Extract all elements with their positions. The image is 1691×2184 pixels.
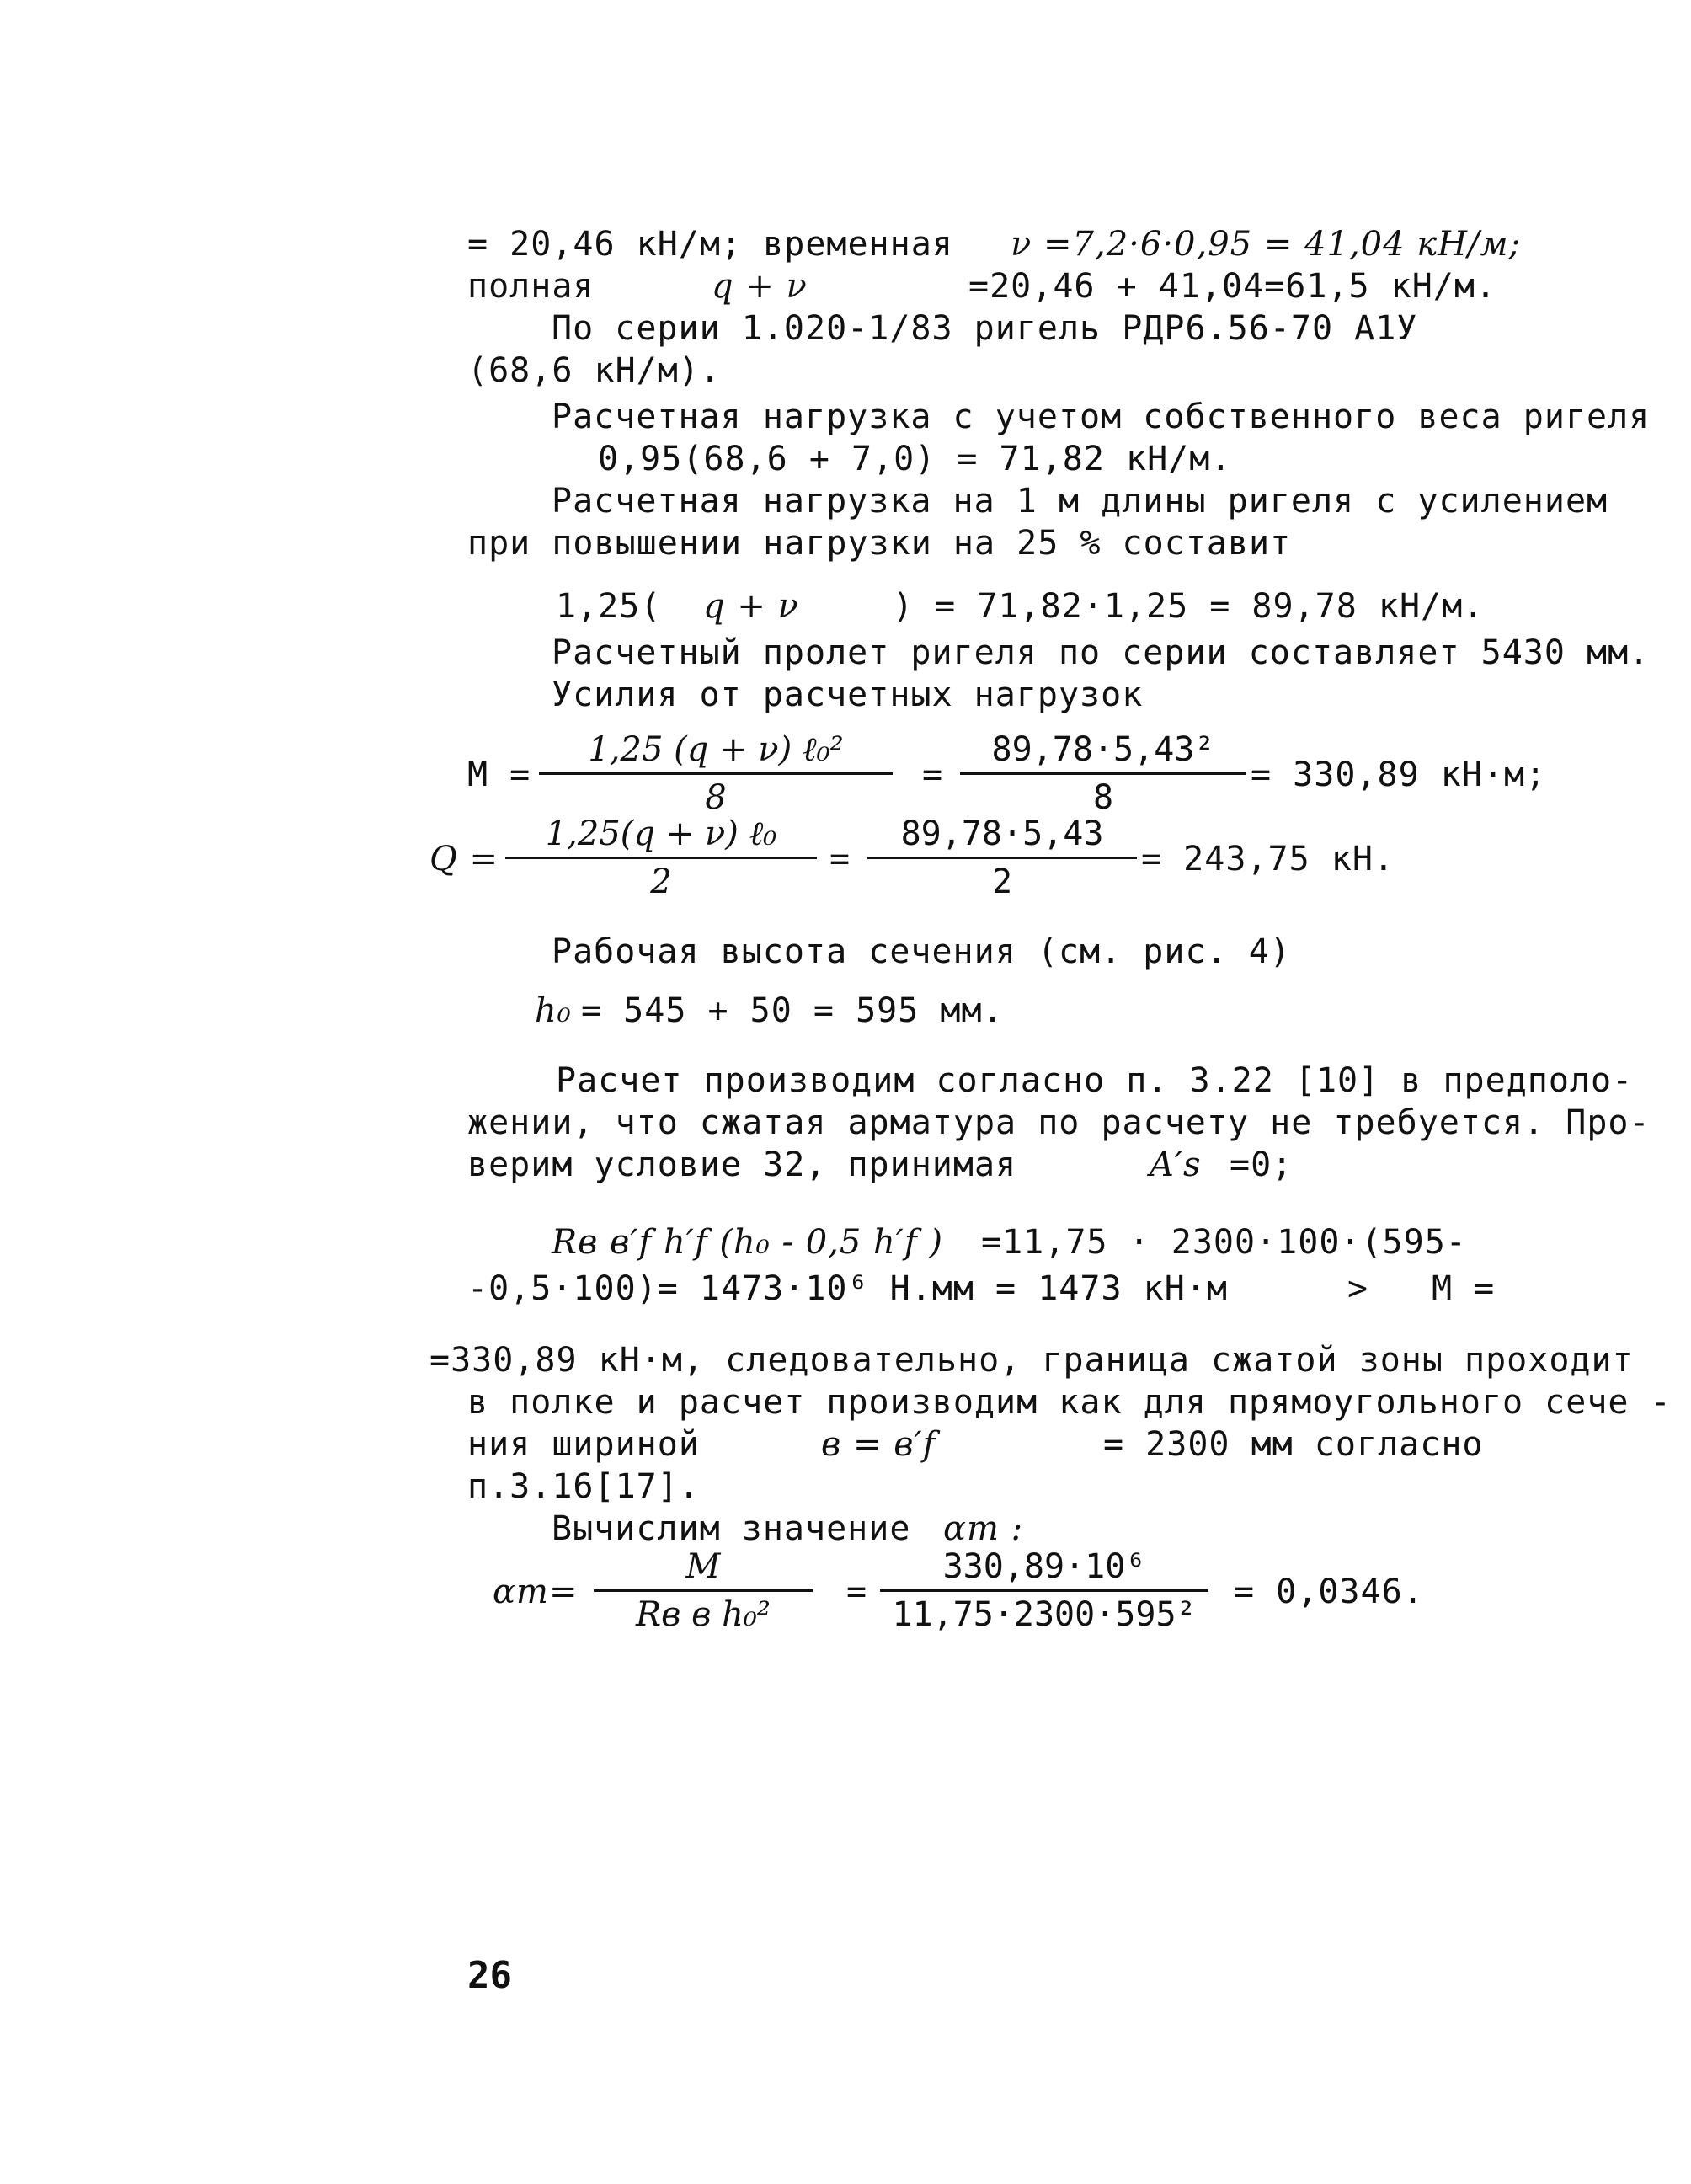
text-line: =0; (1230, 1145, 1294, 1184)
equals-sign: = (922, 756, 944, 794)
formula-inline: q + ν (703, 587, 799, 626)
text-line: жении, что сжатая арматура по расчету не требуется. Про- (467, 1103, 1651, 1142)
formula-label: Q = (429, 840, 499, 878)
fraction-bar (960, 772, 1246, 775)
numerator: M (685, 1547, 721, 1586)
text-line: Расчет производим согласно п. 3.22 [10] в предполо- (556, 1061, 1634, 1100)
formula-inline: A′s (1150, 1145, 1202, 1184)
fraction (594, 1546, 813, 1636)
formula-inline: q + ν (712, 267, 808, 306)
fraction (505, 813, 817, 903)
text-line: M = (1432, 1269, 1496, 1308)
text-line: = 2300 мм согласно (1103, 1425, 1484, 1464)
denominator: 8 (1092, 778, 1114, 817)
formula-result: = 243,75 кН. (1141, 840, 1395, 878)
numerator: 89,78·5,43² (991, 730, 1215, 769)
text-line: 0,95(68,6 + 7,0) = 71,82 кН/м. (598, 440, 1232, 478)
fraction (539, 729, 893, 819)
text-line: Расчетный пролет ригеля по серии составляет 5430 мм. (552, 633, 1651, 672)
text-line: ) = 71,82·1,25 = 89,78 кН/м. (893, 587, 1485, 626)
text-line: п.3.16[17]. (467, 1467, 700, 1506)
text-line: = 20,46 кН/м; временная (467, 225, 953, 264)
denominator: 11,75·2300·595² (892, 1595, 1197, 1634)
text-line: =11,75 · 2300·100·(595- (981, 1223, 1467, 1262)
text-line: 1,25( (556, 587, 662, 626)
formula-result: = 330,89 кН·м; (1251, 756, 1547, 794)
text-line: Расчетная нагрузка на 1 м длины ригеля с усилением (552, 482, 1608, 521)
fraction-bar (539, 772, 893, 775)
text-line: Усилия от расчетных нагрузок (552, 675, 1144, 714)
page-number: 26 (467, 1954, 512, 1997)
text-line: полная (467, 267, 595, 306)
equals-sign: = (846, 1573, 868, 1611)
text-line: (68,6 кН/м). (467, 351, 721, 390)
text-line: Вычислим значение (552, 1509, 911, 1548)
fraction (867, 813, 1137, 903)
denominator: Rв в h₀² (636, 1595, 771, 1634)
text-line: =330,89 кН·м, следовательно, граница сжатой зоны проходит (429, 1341, 1634, 1380)
numerator: 330,89·10⁶ (942, 1547, 1146, 1586)
numerator: 89,78·5,43 (900, 814, 1104, 853)
text-line: По серии 1.020-1/83 ригель РДР6.56-70 А1У (552, 309, 1418, 348)
fraction-bar (505, 857, 817, 859)
text-line: =20,46 + 41,04=61,5 кН/м. (968, 267, 1497, 306)
text-line: при повышении нагрузки на 25 % составит (467, 524, 1292, 563)
text-line: ния шириной (467, 1425, 700, 1464)
formula-label: αm= (493, 1573, 579, 1611)
fraction-bar (880, 1589, 1208, 1592)
text-line: = 545 + 50 = 595 мм. (581, 991, 1004, 1030)
fraction-bar (867, 857, 1137, 859)
numerator: 1,25(q + ν) ℓ₀ (545, 814, 777, 853)
equals-sign: = (829, 840, 851, 878)
numerator: 1,25 (q + ν) ℓ₀² (588, 730, 844, 769)
text-line: верим условие 32, принимая (467, 1145, 1017, 1184)
denominator: 2 (650, 862, 672, 901)
formula-inline: αm : (943, 1509, 1024, 1548)
denominator: 8 (705, 778, 727, 817)
fraction-bar (594, 1589, 813, 1592)
formula-inline: h₀ (535, 991, 572, 1030)
text-line: -0,5·100)= 1473·10⁶ Н.мм = 1473 кН·м (467, 1269, 1228, 1308)
text-line: Расчетная нагрузка с учетом собственного веса ригеля (552, 398, 1651, 436)
formula-result: = 0,0346. (1234, 1573, 1424, 1611)
text-line: в полке и расчет производим как для прямоугольного сече - (467, 1383, 1672, 1422)
formula-inline: Rв в′f h′f (h₀ - 0,5 h′f ) (552, 1223, 944, 1262)
fraction (880, 1546, 1208, 1636)
denominator: 2 (991, 862, 1013, 901)
formula-inline: в = в′f (821, 1425, 936, 1464)
text-line: ν =7,2·6·0,95 = 41,04 кН/м; (1011, 225, 1522, 264)
text-line: Рабочая высота сечения (см. рис. 4) (552, 932, 1291, 971)
formula-label: M = (467, 756, 531, 794)
text-line: > (1347, 1269, 1369, 1308)
fraction (960, 729, 1246, 819)
